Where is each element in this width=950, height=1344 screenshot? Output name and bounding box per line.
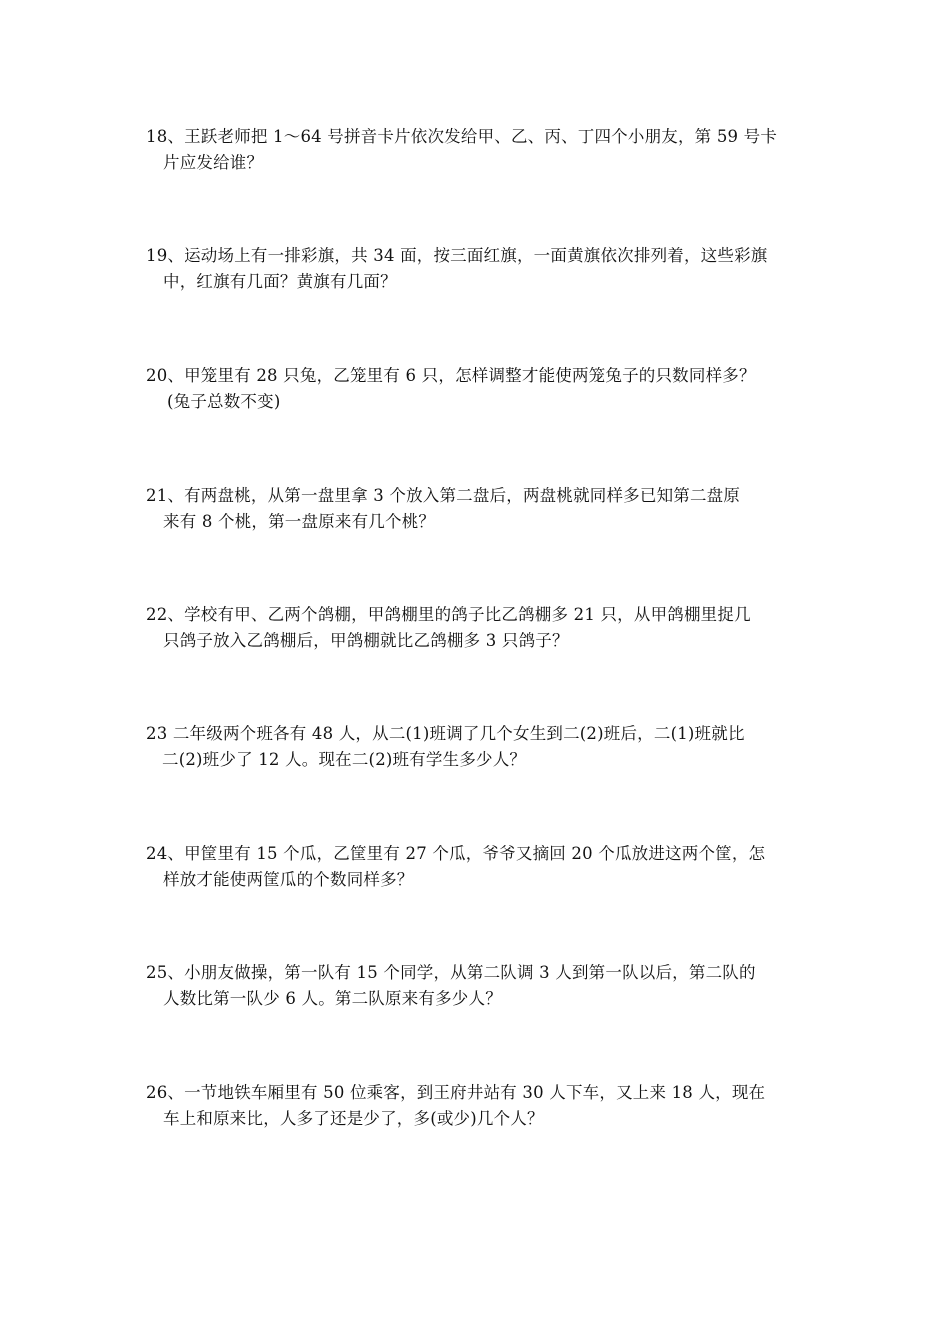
problem-20 bbox=[146, 363, 814, 415]
problem-line: 车上和原来比，人多了还是少了，多(或少)几个人？ bbox=[163, 1109, 544, 1128]
problem-line: 18、王跃老师把 1～64 号拼音卡片依次发给甲、乙、丙、丁四个小朋友，第 59 号卡 bbox=[146, 127, 778, 146]
problem-line: (兔子总数不变) bbox=[167, 392, 281, 411]
problem-21 bbox=[146, 483, 814, 535]
problem-26 bbox=[146, 1080, 814, 1132]
problem-line: 人数比第一队少 6 人。第二队原来有多少人？ bbox=[163, 989, 502, 1008]
problem-line: 19、运动场上有一排彩旗，共 34 面，按三面红旗，一面黄旗依次排列着，这些彩旗 bbox=[146, 246, 768, 265]
problem-line: 样放才能使两筐瓜的个数同样多？ bbox=[163, 870, 414, 889]
problem-19 bbox=[146, 243, 814, 295]
problem-line: 23 二年级两个班各有 48 人，从二(1)班调了几个女生到二(2)班后，二(1)班就比 bbox=[146, 724, 745, 743]
problem-line: 来有 8 个桃，第一盘原来有几个桃？ bbox=[163, 512, 436, 531]
problem-line: 片应发给谁？ bbox=[163, 153, 264, 172]
problem-line: 20、甲笼里有 28 只兔，乙笼里有 6 只，怎样调整才能使两笼兔子的只数同样多？ bbox=[146, 366, 756, 385]
problem-18 bbox=[146, 124, 814, 176]
problem-22 bbox=[146, 602, 814, 654]
problem-line: 22、学校有甲、乙两个鸽棚，甲鸽棚里的鸽子比乙鸽棚多 21 只，从甲鸽棚里捉几 bbox=[146, 605, 751, 624]
problem-line: 24、甲筐里有 15 个瓜，乙筐里有 27 个瓜，爷爷又摘回 20 个瓜放进这两个筐，怎 bbox=[146, 844, 766, 863]
problem-line: 二(2)班少了 12 人。现在二(2)班有学生多少人？ bbox=[162, 750, 527, 769]
problem-line: 25、小朋友做操，第一队有 15 个同学，从第二队调 3 人到第一队以后，第二队的 bbox=[146, 963, 756, 982]
problem-line: 中，红旗有几面？黄旗有几面？ bbox=[163, 272, 397, 291]
problem-23 bbox=[146, 721, 814, 773]
problem-line: 只鸽子放入乙鸽棚后，甲鸽棚就比乙鸽棚多 3 只鸽子？ bbox=[163, 631, 569, 650]
problem-line: 21、有两盘桃，从第一盘里拿 3 个放入第二盘后，两盘桃就同样多已知第二盘原 bbox=[146, 486, 741, 505]
problem-24 bbox=[146, 841, 814, 893]
problem-line: 26、一节地铁车厢里有 50 位乘客，到王府井站有 30 人下车，又上来 18 人，现在 bbox=[146, 1083, 766, 1102]
problem-25 bbox=[146, 960, 814, 1012]
